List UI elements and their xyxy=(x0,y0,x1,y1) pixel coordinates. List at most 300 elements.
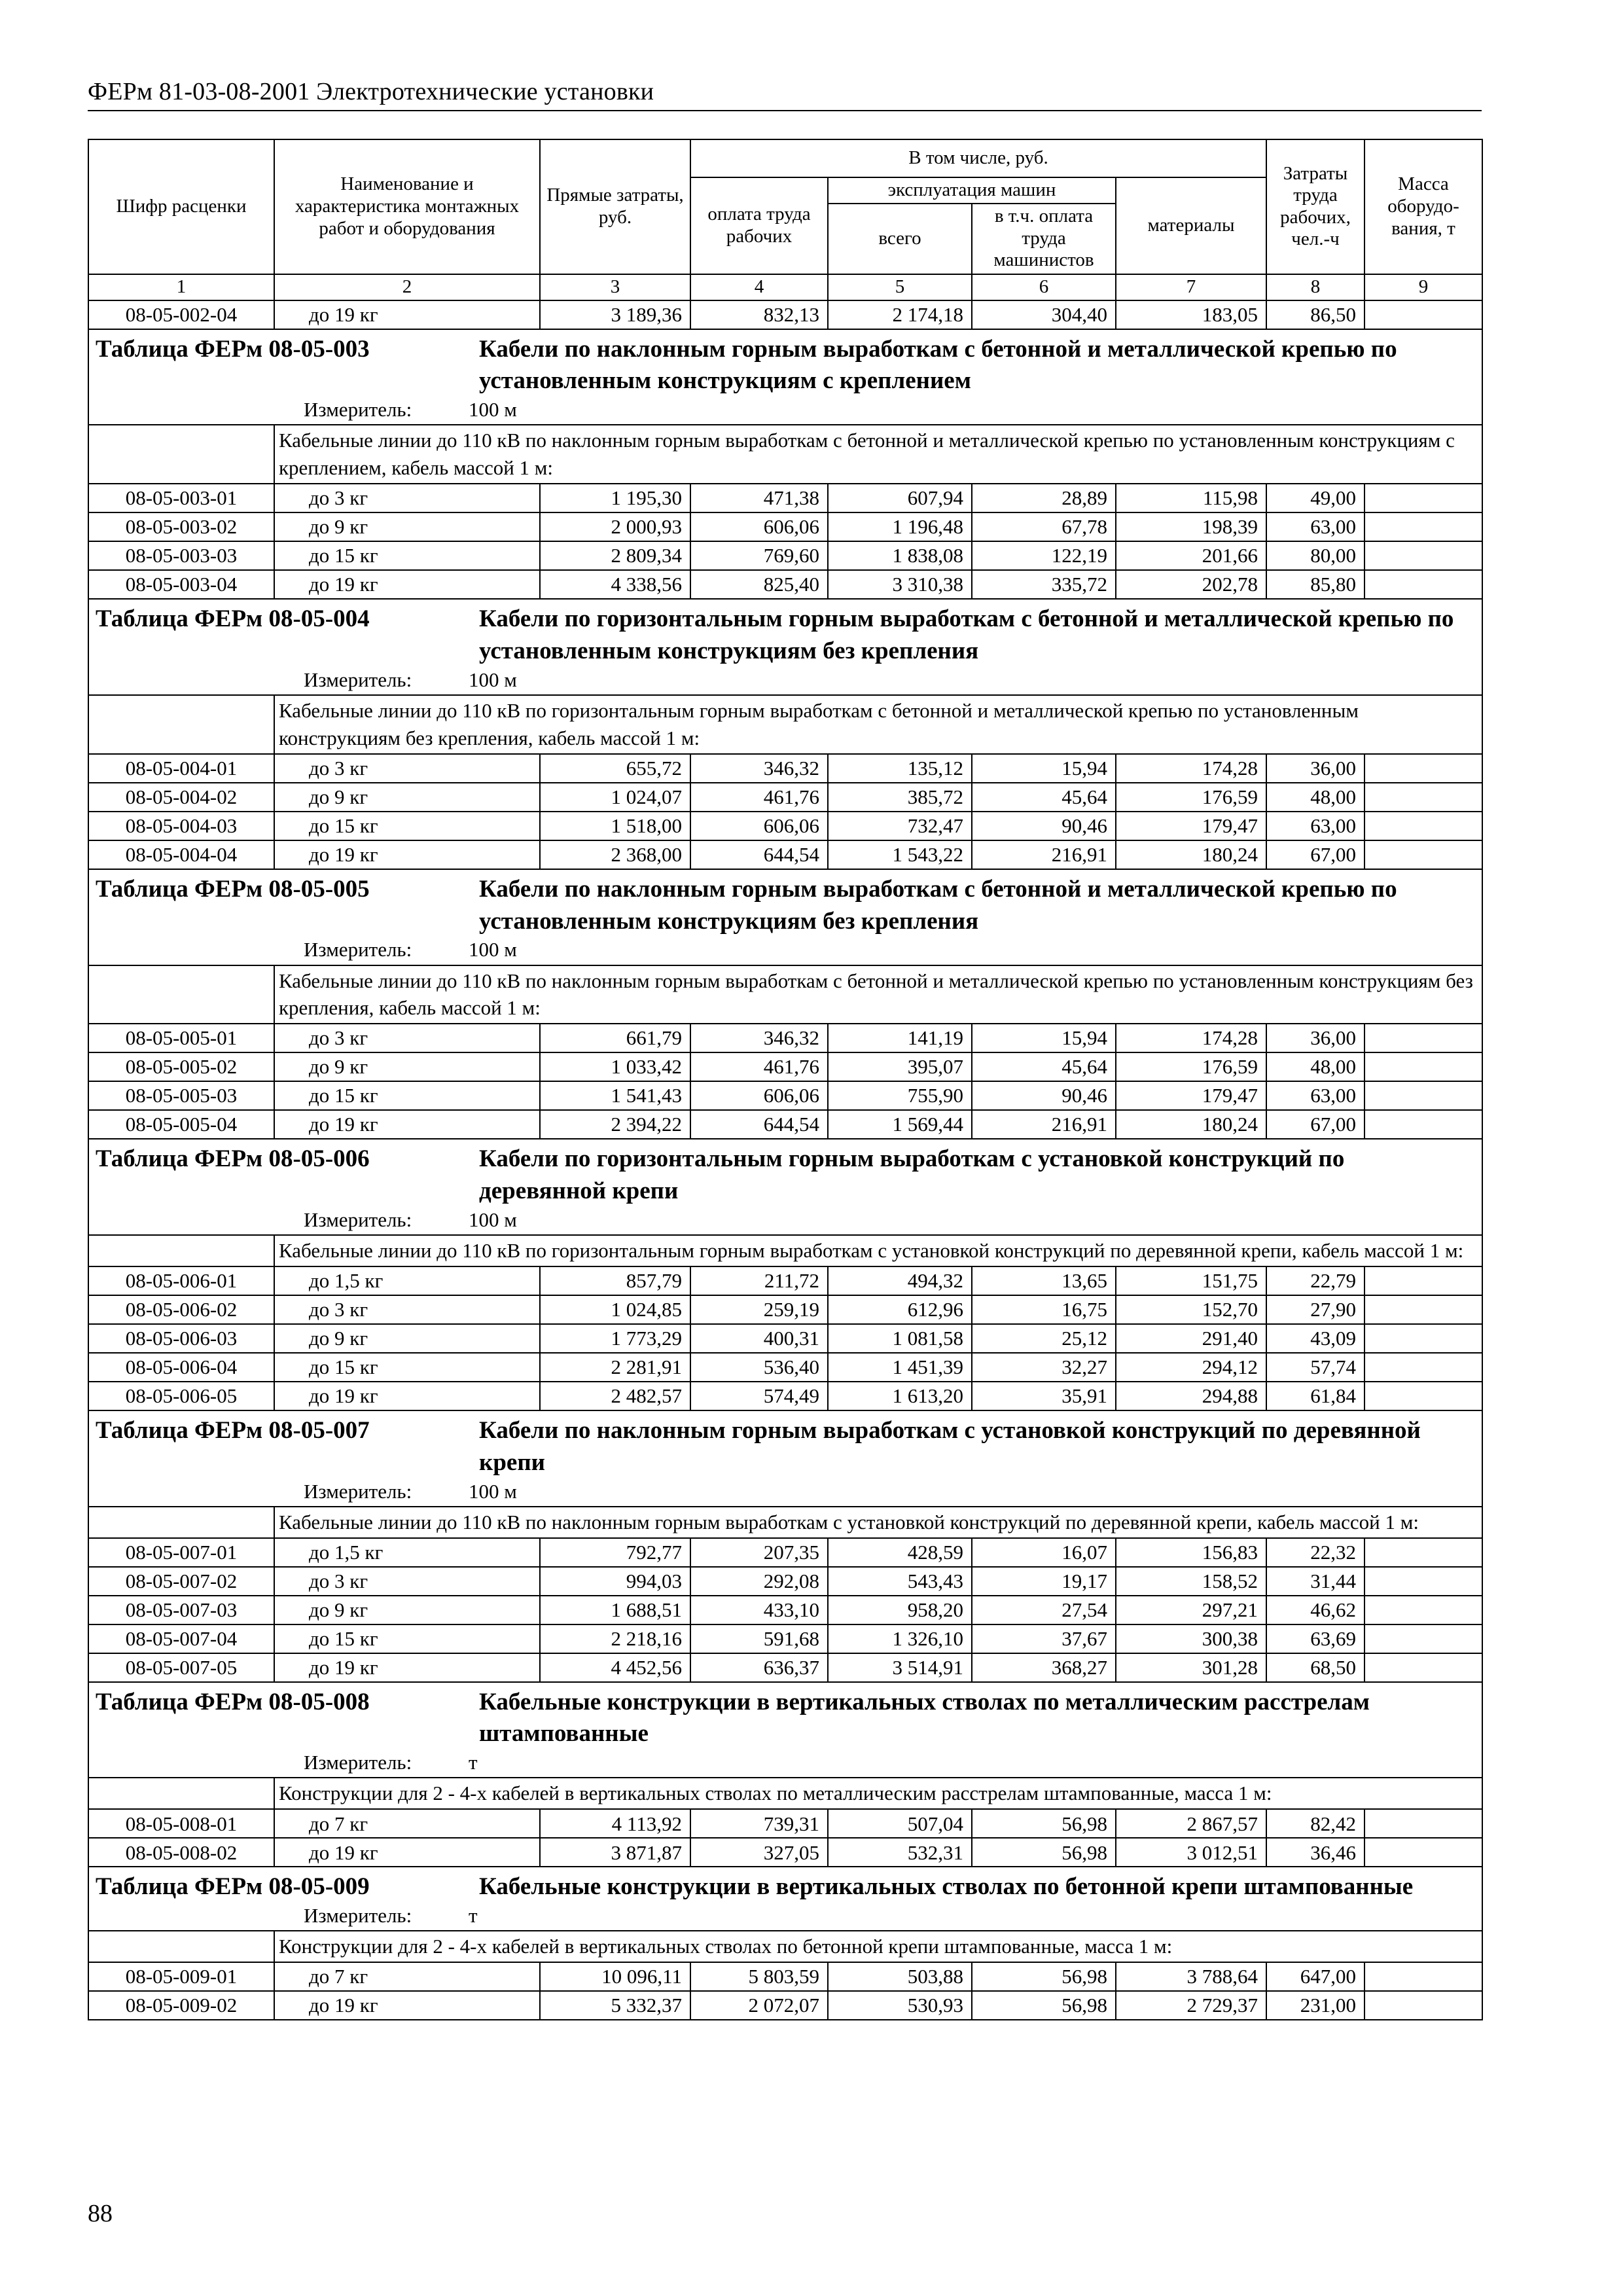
rate-name-cell: до 3 кг xyxy=(274,1024,540,1052)
section-code: Таблица ФЕРм 08-05-004 xyxy=(96,605,370,633)
table-row xyxy=(88,1838,1482,1867)
value-cell xyxy=(1364,1324,1482,1353)
value-cell: 56,98 xyxy=(972,1991,1116,2020)
value-cell: 180,24 xyxy=(1116,1110,1266,1139)
value-cell xyxy=(1364,1809,1482,1838)
value-cell: 85,80 xyxy=(1266,570,1364,599)
table-row xyxy=(88,754,1482,783)
table-row xyxy=(88,570,1482,599)
section-title-cell xyxy=(88,869,1482,965)
section-meter xyxy=(96,1479,1475,1503)
column-number: 8 xyxy=(1266,274,1364,300)
rate-code-cell: 08-05-002-04 xyxy=(88,300,274,329)
value-cell: 294,12 xyxy=(1116,1353,1266,1382)
rate-code-cell: 08-05-007-04 xyxy=(88,1624,274,1653)
value-cell: 43,09 xyxy=(1266,1324,1364,1353)
table-row xyxy=(88,1081,1482,1110)
rate-name-cell: до 3 кг xyxy=(274,484,540,512)
rate-code-cell: 08-05-004-03 xyxy=(88,812,274,840)
value-cell: 2 281,91 xyxy=(540,1353,690,1382)
value-cell: 61,84 xyxy=(1266,1382,1364,1410)
table-row xyxy=(88,1596,1482,1624)
meter-value: 100 м xyxy=(469,398,517,422)
value-cell: 56,98 xyxy=(972,1962,1116,1991)
value-cell: 2 368,00 xyxy=(540,840,690,869)
value-cell xyxy=(1364,1024,1482,1052)
meter-value: 100 м xyxy=(469,1208,517,1231)
rate-code-cell: 08-05-009-02 xyxy=(88,1991,274,2020)
value-cell: 3 514,91 xyxy=(828,1653,972,1682)
section-title: Кабели по горизонтальным горным выработкам с бетонной и металлической крепью по установленным конструкциям без крепления xyxy=(479,605,1454,664)
meter-label: Измеритель: xyxy=(304,938,412,961)
value-cell xyxy=(1364,1596,1482,1624)
rate-name-cell: до 19 кг xyxy=(274,1110,540,1139)
value-cell: 291,40 xyxy=(1116,1324,1266,1353)
value-cell: 532,31 xyxy=(828,1838,972,1867)
value-cell: 4 452,56 xyxy=(540,1653,690,1682)
description-blank-cell xyxy=(88,1235,274,1266)
section-description-row xyxy=(88,1507,1482,1538)
table-row xyxy=(88,1567,1482,1596)
header-equipment-mass: Масса оборудо-вания, т xyxy=(1364,139,1482,274)
value-cell xyxy=(1364,812,1482,840)
value-cell: 82,42 xyxy=(1266,1809,1364,1838)
rate-name-cell: до 7 кг xyxy=(274,1809,540,1838)
column-number: 4 xyxy=(690,274,828,300)
document-header-title: ФЕРм 81-03-08-2001 Электротехнические установки xyxy=(88,78,654,105)
table-row xyxy=(88,512,1482,541)
rate-name-cell: до 19 кг xyxy=(274,1653,540,1682)
value-cell: 1 838,08 xyxy=(828,541,972,570)
value-cell: 1 613,20 xyxy=(828,1382,972,1410)
section-title-cell xyxy=(88,1410,1482,1507)
value-cell xyxy=(1364,300,1482,329)
value-cell xyxy=(1364,1295,1482,1324)
value-cell xyxy=(1364,1991,1482,2020)
value-cell: 2 729,37 xyxy=(1116,1991,1266,2020)
value-cell: 3 012,51 xyxy=(1116,1838,1266,1867)
section-meter xyxy=(96,1750,1475,1774)
value-cell: 1 024,85 xyxy=(540,1295,690,1324)
table-row xyxy=(88,1809,1482,1838)
value-cell: 32,27 xyxy=(972,1353,1116,1382)
rate-code-cell: 08-05-008-02 xyxy=(88,1838,274,1867)
rate-name-cell: до 15 кг xyxy=(274,1081,540,1110)
value-cell: 461,76 xyxy=(690,783,828,812)
value-cell: 2 809,34 xyxy=(540,541,690,570)
value-cell: 769,60 xyxy=(690,541,828,570)
description-blank-cell xyxy=(88,1778,274,1809)
section-title-cell xyxy=(88,599,1482,695)
value-cell: 48,00 xyxy=(1266,783,1364,812)
value-cell: 644,54 xyxy=(690,840,828,869)
value-cell: 1 773,29 xyxy=(540,1324,690,1353)
section-code: Таблица ФЕРм 08-05-006 xyxy=(96,1145,370,1173)
column-number: 1 xyxy=(88,274,274,300)
value-cell: 216,91 xyxy=(972,1110,1116,1139)
value-cell: 90,46 xyxy=(972,1081,1116,1110)
column-number: 9 xyxy=(1364,274,1482,300)
header-materials: материалы xyxy=(1116,177,1266,274)
value-cell: 1 195,30 xyxy=(540,484,690,512)
table-row xyxy=(88,1295,1482,1324)
meter-value: 100 м xyxy=(469,668,517,691)
value-cell xyxy=(1364,1081,1482,1110)
rate-name-cell: до 9 кг xyxy=(274,1324,540,1353)
rate-code-cell: 08-05-004-04 xyxy=(88,840,274,869)
section-title-cell xyxy=(88,1682,1482,1778)
value-cell: 574,49 xyxy=(690,1382,828,1410)
rate-name-cell: до 3 кг xyxy=(274,1295,540,1324)
value-cell: 400,31 xyxy=(690,1324,828,1353)
table-row xyxy=(88,1110,1482,1139)
rate-name-cell: до 19 кг xyxy=(274,300,540,329)
value-cell: 294,88 xyxy=(1116,1382,1266,1410)
value-cell: 636,37 xyxy=(690,1653,828,1682)
value-cell: 327,05 xyxy=(690,1838,828,1867)
value-cell: 507,04 xyxy=(828,1809,972,1838)
section-title: Кабели по наклонным горным выработкам с бетонной и металлической крепью по установленным конструкциям с креплением xyxy=(479,335,1397,395)
rate-name-cell: до 15 кг xyxy=(274,541,540,570)
section-code: Таблица ФЕРм 08-05-008 xyxy=(96,1688,370,1715)
table-row xyxy=(88,1382,1482,1410)
value-cell: 67,78 xyxy=(972,512,1116,541)
value-cell: 68,50 xyxy=(1266,1653,1364,1682)
rate-name-cell: до 7 кг xyxy=(274,1962,540,1991)
value-cell: 152,70 xyxy=(1116,1295,1266,1324)
rate-name-cell: до 3 кг xyxy=(274,1567,540,1596)
table-row xyxy=(88,812,1482,840)
value-cell: 176,59 xyxy=(1116,1052,1266,1081)
section-title-cell xyxy=(88,1139,1482,1235)
value-cell: 80,00 xyxy=(1266,541,1364,570)
value-cell: 428,59 xyxy=(828,1538,972,1567)
section-code: Таблица ФЕРм 08-05-009 xyxy=(96,1873,370,1901)
value-cell: 67,00 xyxy=(1266,1110,1364,1139)
rate-code-cell: 08-05-009-01 xyxy=(88,1962,274,1991)
rate-code-cell: 08-05-004-01 xyxy=(88,754,274,783)
value-cell: 368,27 xyxy=(972,1653,1116,1682)
section-description: Кабельные линии до 110 кВ по наклонным горным выработкам с установкой конструкций по деревянной крепи, кабель массой 1 м: xyxy=(274,1507,1482,1538)
rate-name-cell: до 1,5 кг xyxy=(274,1538,540,1567)
header-wages: оплата труда рабочих xyxy=(690,177,828,274)
value-cell: 292,08 xyxy=(690,1567,828,1596)
value-cell xyxy=(1364,1653,1482,1682)
value-cell: 4 338,56 xyxy=(540,570,690,599)
value-cell: 1 541,43 xyxy=(540,1081,690,1110)
value-cell: 1 326,10 xyxy=(828,1624,972,1653)
value-cell: 179,47 xyxy=(1116,1081,1266,1110)
value-cell: 857,79 xyxy=(540,1266,690,1295)
section-description: Кабельные линии до 110 кВ по наклонным горным выработкам с бетонной и металлической крепью по установленным конструкциям без крепления, кабель массой 1 м: xyxy=(274,965,1482,1024)
description-blank-cell xyxy=(88,695,274,754)
table-row xyxy=(88,484,1482,512)
rate-code-cell: 08-05-006-04 xyxy=(88,1353,274,1382)
value-cell: 56,98 xyxy=(972,1838,1116,1867)
header-name: Наименование и характеристика монтажных работ и оборудования xyxy=(274,139,540,274)
value-cell: 395,07 xyxy=(828,1052,972,1081)
rate-name-cell: до 19 кг xyxy=(274,1991,540,2020)
section-title-row xyxy=(88,869,1482,965)
rate-code-cell: 08-05-003-02 xyxy=(88,512,274,541)
value-cell: 176,59 xyxy=(1116,783,1266,812)
value-cell: 732,47 xyxy=(828,812,972,840)
column-number: 2 xyxy=(274,274,540,300)
rate-code-cell: 08-05-006-02 xyxy=(88,1295,274,1324)
meter-label: Измеритель: xyxy=(304,668,412,691)
section-title-row xyxy=(88,1410,1482,1507)
value-cell: 5 803,59 xyxy=(690,1962,828,1991)
value-cell xyxy=(1364,1538,1482,1567)
header-direct-costs: Прямые затраты, руб. xyxy=(540,139,690,274)
rate-code-cell: 08-05-005-02 xyxy=(88,1052,274,1081)
section-description: Кабельные линии до 110 кВ по горизонтальным горным выработкам с установкой конструкций по деревянной крепи, кабель массой 1 м: xyxy=(274,1235,1482,1266)
value-cell: 644,54 xyxy=(690,1110,828,1139)
value-cell xyxy=(1364,840,1482,869)
value-cell: 48,00 xyxy=(1266,1052,1364,1081)
header-labor: Затраты труда рабочих, чел.-ч xyxy=(1266,139,1364,274)
value-cell: 22,79 xyxy=(1266,1266,1364,1295)
value-cell: 825,40 xyxy=(690,570,828,599)
rate-code-cell: 08-05-004-02 xyxy=(88,783,274,812)
value-cell: 300,38 xyxy=(1116,1624,1266,1653)
value-cell: 10 096,11 xyxy=(540,1962,690,1991)
value-cell: 503,88 xyxy=(828,1962,972,1991)
section-title: Кабели по горизонтальным горным выработкам с установкой конструкций по деревянной крепи xyxy=(479,1145,1345,1205)
value-cell: 151,75 xyxy=(1116,1266,1266,1295)
value-cell: 2 482,57 xyxy=(540,1382,690,1410)
meter-value: 100 м xyxy=(469,938,517,961)
rate-name-cell: до 19 кг xyxy=(274,1838,540,1867)
value-cell: 5 332,37 xyxy=(540,1991,690,2020)
value-cell: 25,12 xyxy=(972,1324,1116,1353)
section-description-row xyxy=(88,425,1482,484)
table-row xyxy=(88,1024,1482,1052)
rate-code-cell: 08-05-007-02 xyxy=(88,1567,274,1596)
section-description: Конструкции для 2 - 4-х кабелей в вертикальных стволах по металлическим расстрелам штампованные, масса 1 м: xyxy=(274,1778,1482,1809)
value-cell: 63,00 xyxy=(1266,1081,1364,1110)
rate-name-cell: до 9 кг xyxy=(274,783,540,812)
value-cell: 994,03 xyxy=(540,1567,690,1596)
value-cell: 156,83 xyxy=(1116,1538,1266,1567)
value-cell: 67,00 xyxy=(1266,840,1364,869)
value-cell xyxy=(1364,754,1482,783)
value-cell: 606,06 xyxy=(690,1081,828,1110)
value-cell: 792,77 xyxy=(540,1538,690,1567)
value-cell: 606,06 xyxy=(690,512,828,541)
section-title: Кабели по наклонным горным выработкам с бетонной и металлической крепью по установленным конструкциям без крепления xyxy=(479,875,1397,935)
value-cell: 31,44 xyxy=(1266,1567,1364,1596)
value-cell: 183,05 xyxy=(1116,300,1266,329)
value-cell: 530,93 xyxy=(828,1991,972,2020)
value-cell: 471,38 xyxy=(690,484,828,512)
section-meter xyxy=(96,397,1475,422)
value-cell xyxy=(1364,1567,1482,1596)
meter-value: т xyxy=(469,1751,478,1774)
value-cell: 86,50 xyxy=(1266,300,1364,329)
value-cell: 46,62 xyxy=(1266,1596,1364,1624)
value-cell: 661,79 xyxy=(540,1024,690,1052)
value-cell: 19,17 xyxy=(972,1567,1116,1596)
rate-name-cell: до 15 кг xyxy=(274,1624,540,1653)
section-description-row xyxy=(88,1778,1482,1809)
rate-name-cell: до 15 кг xyxy=(274,812,540,840)
meter-label: Измеритель: xyxy=(304,1208,412,1231)
rate-code-cell: 08-05-005-04 xyxy=(88,1110,274,1139)
value-cell: 2 072,07 xyxy=(690,1991,828,2020)
value-cell: 1 569,44 xyxy=(828,1110,972,1139)
value-cell: 346,32 xyxy=(690,754,828,783)
value-cell: 45,64 xyxy=(972,783,1116,812)
value-cell xyxy=(1364,1353,1482,1382)
value-cell: 63,69 xyxy=(1266,1624,1364,1653)
table-row xyxy=(88,1266,1482,1295)
value-cell: 3 788,64 xyxy=(1116,1962,1266,1991)
value-cell: 35,91 xyxy=(972,1382,1116,1410)
value-cell: 2 174,18 xyxy=(828,300,972,329)
value-cell: 201,66 xyxy=(1116,541,1266,570)
value-cell: 63,00 xyxy=(1266,512,1364,541)
section-description: Конструкции для 2 - 4-х кабелей в вертикальных стволах по бетонной крепи штампованные, масса 1 м: xyxy=(274,1931,1482,1962)
description-blank-cell xyxy=(88,1507,274,1538)
table-row xyxy=(88,1653,1482,1682)
section-meter xyxy=(96,937,1475,961)
rate-name-cell: до 1,5 кг xyxy=(274,1266,540,1295)
value-cell: 2 394,22 xyxy=(540,1110,690,1139)
meter-label: Измеритель: xyxy=(304,1479,412,1503)
value-cell: 174,28 xyxy=(1116,1024,1266,1052)
section-title-row xyxy=(88,1139,1482,1235)
section-title-row xyxy=(88,1867,1482,1931)
value-cell: 122,19 xyxy=(972,541,1116,570)
value-cell: 45,64 xyxy=(972,1052,1116,1081)
header-divider xyxy=(88,110,1482,111)
value-cell: 647,00 xyxy=(1266,1962,1364,1991)
value-cell: 36,46 xyxy=(1266,1838,1364,1867)
value-cell xyxy=(1364,570,1482,599)
value-cell: 207,35 xyxy=(690,1538,828,1567)
section-title-row xyxy=(88,1682,1482,1778)
rate-code-cell: 08-05-005-03 xyxy=(88,1081,274,1110)
section-description: Кабельные линии до 110 кВ по наклонным горным выработкам с бетонной и металлической крепью по установленным конструкциям с креплением, кабель массой 1 м: xyxy=(274,425,1482,484)
header-including: В том числе, руб. xyxy=(690,139,1266,177)
value-cell: 543,43 xyxy=(828,1567,972,1596)
rate-code-cell: 08-05-007-05 xyxy=(88,1653,274,1682)
header-machines: эксплуатация машин xyxy=(828,177,1116,204)
section-description-row xyxy=(88,1931,1482,1962)
table-row xyxy=(88,541,1482,570)
value-cell: 1 081,58 xyxy=(828,1324,972,1353)
value-cell: 16,07 xyxy=(972,1538,1116,1567)
rate-name-cell: до 3 кг xyxy=(274,754,540,783)
value-cell: 141,19 xyxy=(828,1024,972,1052)
table-row xyxy=(88,1991,1482,2020)
section-title-cell xyxy=(88,1867,1482,1931)
value-cell xyxy=(1364,1962,1482,1991)
section-title: Кабельные конструкции в вертикальных стволах по металлическим расстрелам штампованные xyxy=(479,1688,1370,1748)
value-cell: 1 033,42 xyxy=(540,1052,690,1081)
value-cell: 607,94 xyxy=(828,484,972,512)
column-number: 7 xyxy=(1116,274,1266,300)
section-meter xyxy=(96,668,1475,692)
value-cell: 49,00 xyxy=(1266,484,1364,512)
value-cell: 27,54 xyxy=(972,1596,1116,1624)
rate-name-cell: до 15 кг xyxy=(274,1353,540,1382)
value-cell: 433,10 xyxy=(690,1596,828,1624)
value-cell: 27,90 xyxy=(1266,1295,1364,1324)
value-cell: 3 871,87 xyxy=(540,1838,690,1867)
section-code: Таблица ФЕРм 08-05-007 xyxy=(96,1416,370,1444)
rate-name-cell: до 9 кг xyxy=(274,1596,540,1624)
value-cell: 63,00 xyxy=(1266,812,1364,840)
value-cell: 606,06 xyxy=(690,812,828,840)
rate-code-cell: 08-05-003-03 xyxy=(88,541,274,570)
value-cell: 13,65 xyxy=(972,1266,1116,1295)
value-cell xyxy=(1364,1838,1482,1867)
column-number: 3 xyxy=(540,274,690,300)
value-cell: 739,31 xyxy=(690,1809,828,1838)
table-row xyxy=(88,1324,1482,1353)
rate-name-cell: до 9 кг xyxy=(274,1052,540,1081)
value-cell: 2 000,93 xyxy=(540,512,690,541)
value-cell xyxy=(1364,484,1482,512)
value-cell: 4 113,92 xyxy=(540,1809,690,1838)
value-cell xyxy=(1364,1624,1482,1653)
value-cell: 57,74 xyxy=(1266,1353,1364,1382)
value-cell: 385,72 xyxy=(828,783,972,812)
section-description-row xyxy=(88,1235,1482,1266)
table-row xyxy=(88,1353,1482,1382)
value-cell: 216,91 xyxy=(972,840,1116,869)
description-blank-cell xyxy=(88,965,274,1024)
value-cell xyxy=(1364,541,1482,570)
section-code: Таблица ФЕРм 08-05-003 xyxy=(96,335,370,363)
table-row xyxy=(88,300,1482,329)
rate-name-cell: до 19 кг xyxy=(274,1382,540,1410)
value-cell: 15,94 xyxy=(972,1024,1116,1052)
value-cell: 1 024,07 xyxy=(540,783,690,812)
value-cell: 494,32 xyxy=(828,1266,972,1295)
value-cell: 832,13 xyxy=(690,300,828,329)
value-cell: 259,19 xyxy=(690,1295,828,1324)
value-cell xyxy=(1364,1052,1482,1081)
meter-value: 100 м xyxy=(469,1479,517,1503)
meter-value: т xyxy=(469,1904,478,1928)
column-number: 6 xyxy=(972,274,1116,300)
value-cell: 158,52 xyxy=(1116,1567,1266,1596)
value-cell: 180,24 xyxy=(1116,840,1266,869)
section-title-row xyxy=(88,329,1482,425)
value-cell: 231,00 xyxy=(1266,1991,1364,2020)
value-cell: 2 867,57 xyxy=(1116,1809,1266,1838)
value-cell: 612,96 xyxy=(828,1295,972,1324)
page-number: 88 xyxy=(88,2200,113,2227)
rate-name-cell: до 19 кг xyxy=(274,840,540,869)
rate-code-cell: 08-05-003-04 xyxy=(88,570,274,599)
value-cell xyxy=(1364,1110,1482,1139)
value-cell: 56,98 xyxy=(972,1809,1116,1838)
value-cell: 16,75 xyxy=(972,1295,1116,1324)
table-row xyxy=(88,783,1482,812)
section-meter xyxy=(96,1903,1475,1928)
value-cell: 1 451,39 xyxy=(828,1353,972,1382)
table-row xyxy=(88,1624,1482,1653)
value-cell: 591,68 xyxy=(690,1624,828,1653)
value-cell: 179,47 xyxy=(1116,812,1266,840)
table-row xyxy=(88,1052,1482,1081)
rate-code-cell: 08-05-007-01 xyxy=(88,1538,274,1567)
section-description-row xyxy=(88,695,1482,754)
